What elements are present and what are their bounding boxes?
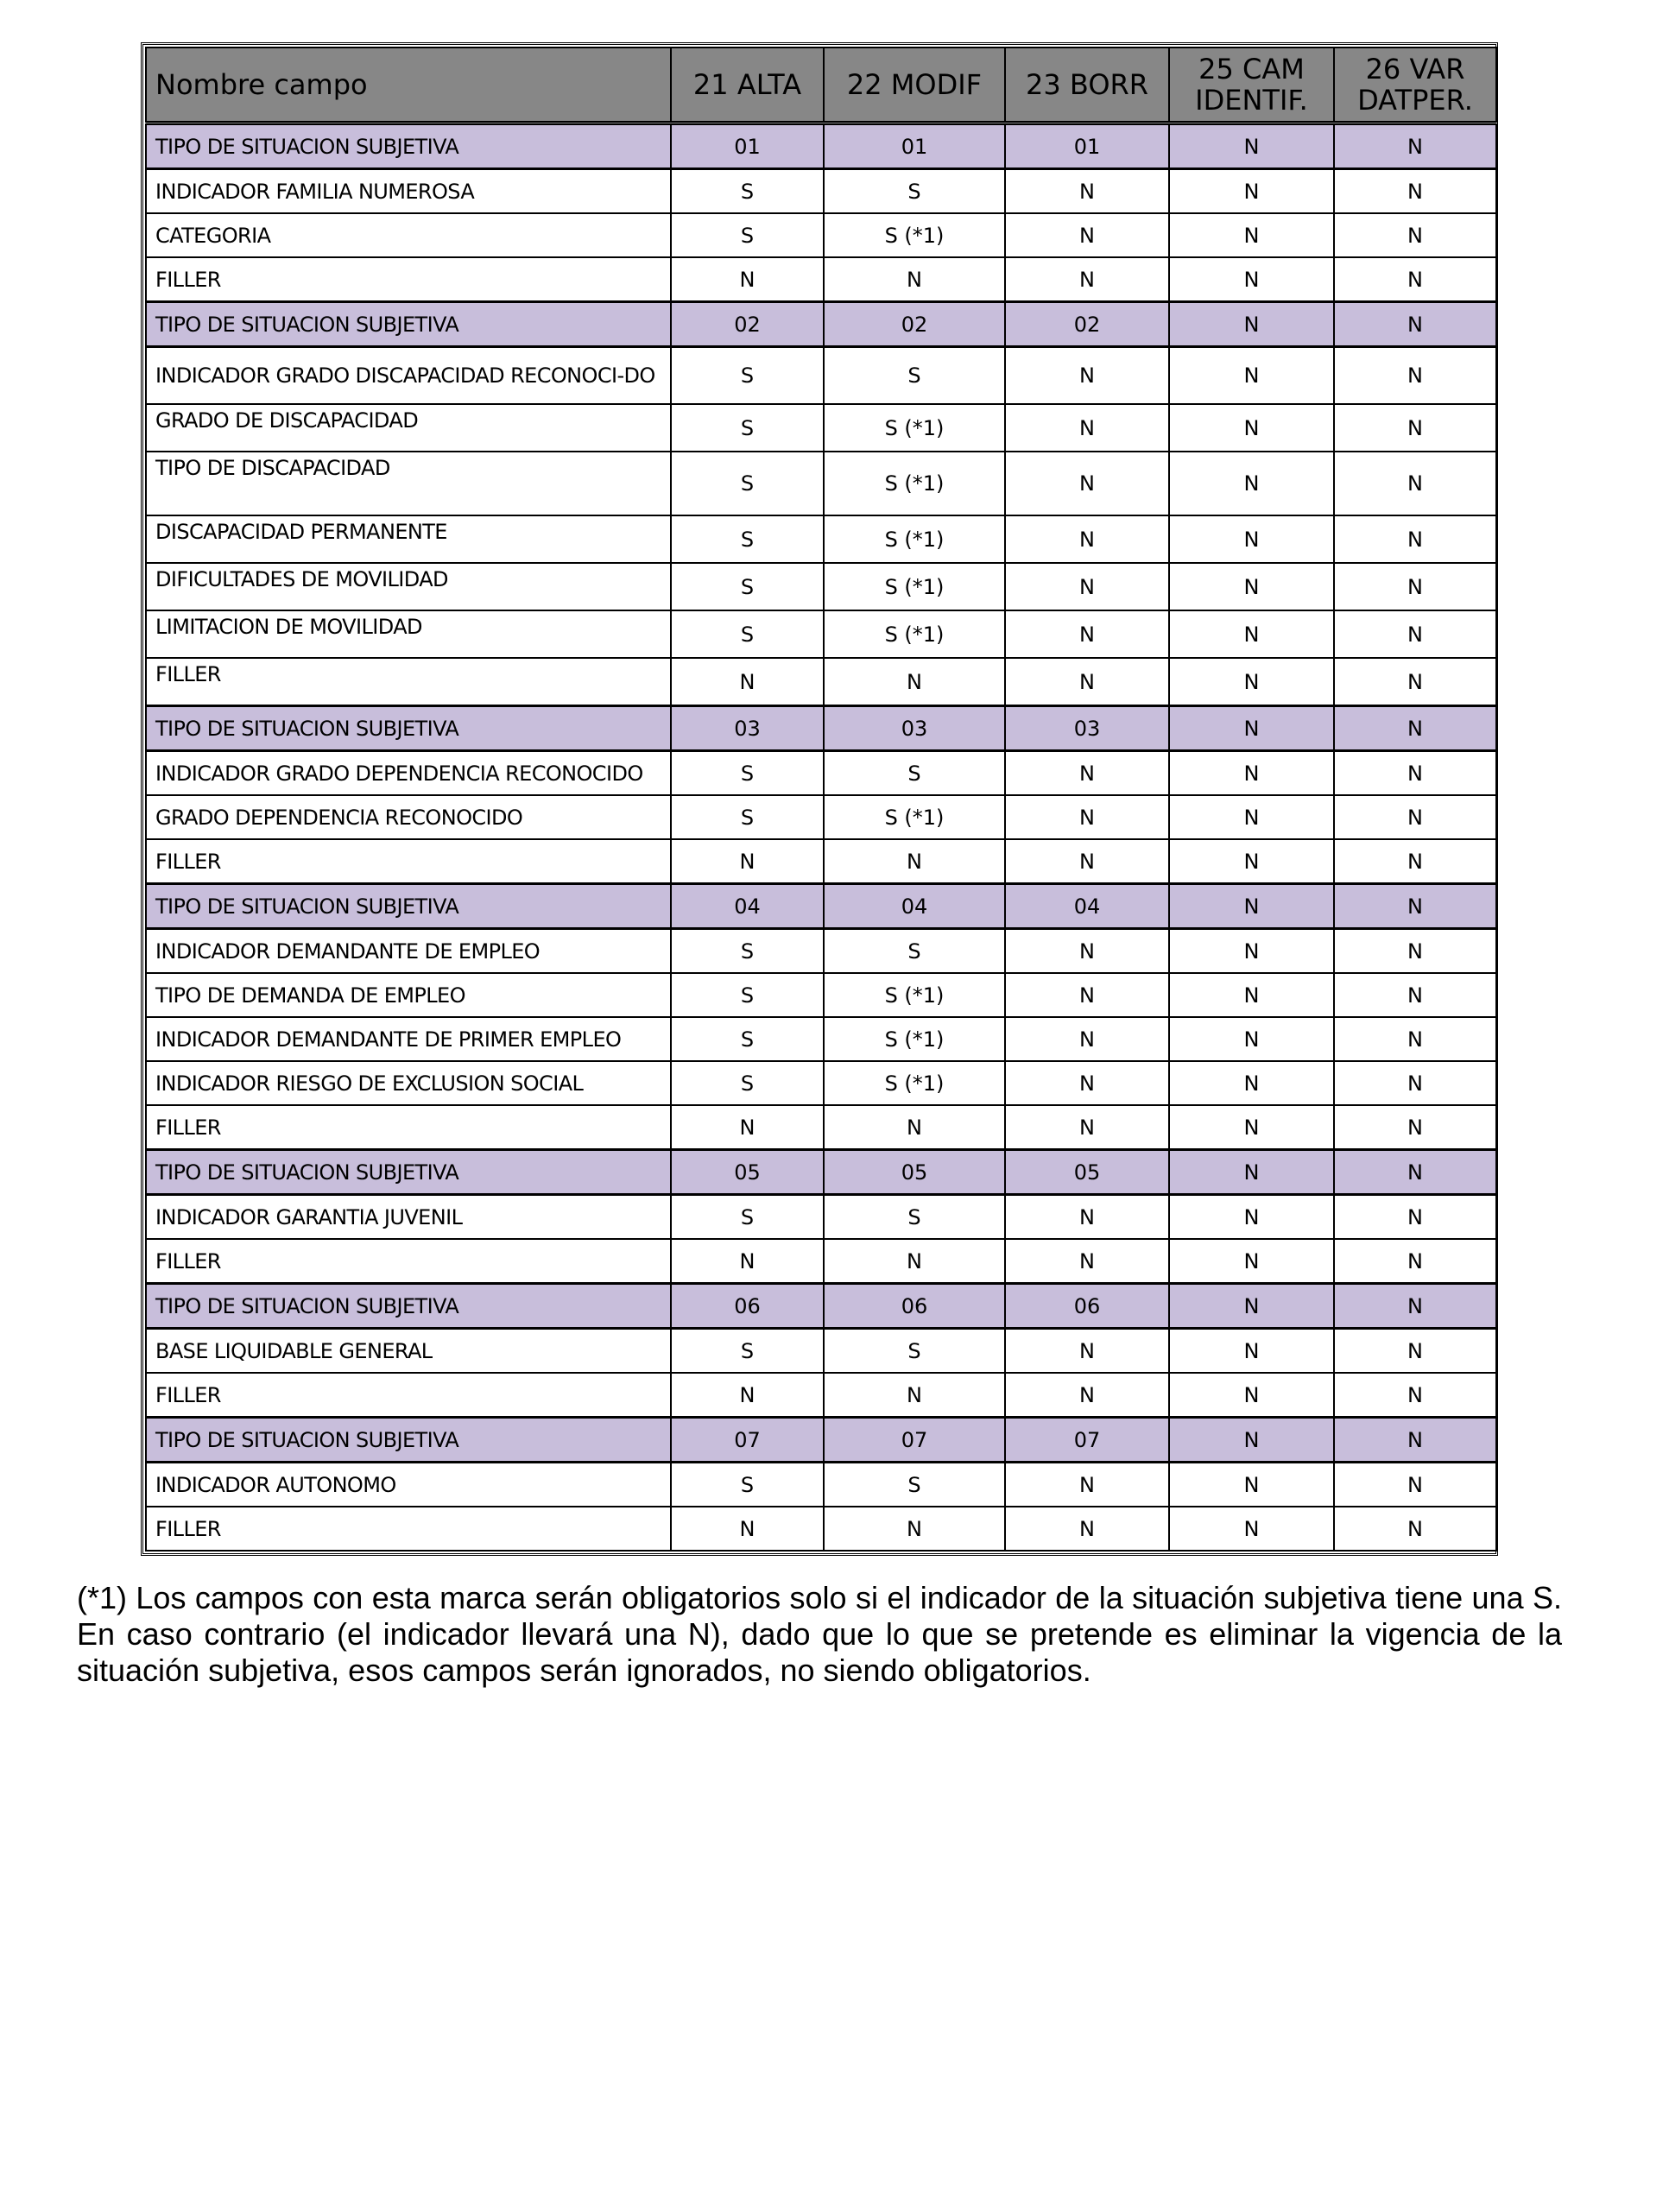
cell-borr: N bbox=[1005, 347, 1169, 405]
cell-nombre: INDICADOR FAMILIA NUMEROSA bbox=[146, 169, 671, 214]
cell-cam: N bbox=[1169, 1105, 1334, 1150]
cell-nombre: FILLER bbox=[146, 1507, 671, 1551]
cell-alta: S bbox=[671, 1195, 824, 1240]
cell-var: N bbox=[1334, 1195, 1496, 1240]
header-var-datper: 26 VAR DATPER. bbox=[1334, 47, 1496, 123]
header-modif: 22 MODIF bbox=[824, 47, 1005, 123]
situacion-subjetiva-table-frame bbox=[141, 42, 1498, 1556]
cell-alta: S bbox=[671, 1329, 824, 1374]
cell-modif: N bbox=[824, 1105, 1005, 1150]
table-row bbox=[146, 1195, 1496, 1240]
table-row bbox=[146, 1239, 1496, 1284]
cell-nombre: INDICADOR RIESGO DE EXCLUSION SOCIAL bbox=[146, 1061, 671, 1105]
cell-borr: 07 bbox=[1005, 1418, 1169, 1463]
cell-nombre: INDICADOR GRADO DEPENDENCIA RECONOCIDO bbox=[146, 751, 671, 796]
cell-modif: S (*1) bbox=[824, 610, 1005, 658]
cell-modif: S (*1) bbox=[824, 452, 1005, 515]
cell-borr: N bbox=[1005, 795, 1169, 839]
cell-alta: N bbox=[671, 1373, 824, 1418]
cell-modif: 02 bbox=[824, 302, 1005, 347]
cell-modif: S bbox=[824, 1195, 1005, 1240]
cell-borr: N bbox=[1005, 839, 1169, 884]
cell-modif: S (*1) bbox=[824, 404, 1005, 452]
cell-var: N bbox=[1334, 404, 1496, 452]
cell-var: N bbox=[1334, 1150, 1496, 1195]
cell-modif: N bbox=[824, 658, 1005, 706]
cell-borr: N bbox=[1005, 1061, 1169, 1105]
cell-nombre: CATEGORIA bbox=[146, 213, 671, 257]
cell-alta: N bbox=[671, 1105, 824, 1150]
table-row bbox=[146, 257, 1496, 302]
cell-borr: 03 bbox=[1005, 706, 1169, 751]
cell-cam: N bbox=[1169, 610, 1334, 658]
cell-cam: N bbox=[1169, 839, 1334, 884]
cell-var: N bbox=[1334, 1239, 1496, 1284]
cell-modif: 03 bbox=[824, 706, 1005, 751]
table-row bbox=[146, 1507, 1496, 1551]
cell-nombre: BASE LIQUIDABLE GENERAL bbox=[146, 1329, 671, 1374]
cell-borr: N bbox=[1005, 1329, 1169, 1374]
cell-cam: N bbox=[1169, 929, 1334, 974]
cell-nombre: INDICADOR GRADO DISCAPACIDAD RECONOCI-DO bbox=[146, 347, 671, 405]
cell-var: N bbox=[1334, 1017, 1496, 1061]
cell-cam: N bbox=[1169, 1195, 1334, 1240]
cell-var: N bbox=[1334, 123, 1496, 169]
cell-var: N bbox=[1334, 515, 1496, 563]
cell-alta: 05 bbox=[671, 1150, 824, 1195]
cell-nombre: DISCAPACIDAD PERMANENTE bbox=[146, 515, 671, 563]
cell-nombre: TIPO DE SITUACION SUBJETIVA bbox=[146, 1284, 671, 1329]
cell-modif: S bbox=[824, 347, 1005, 405]
cell-nombre: TIPO DE SITUACION SUBJETIVA bbox=[146, 1418, 671, 1463]
table-row bbox=[146, 347, 1496, 405]
cell-borr: N bbox=[1005, 1195, 1169, 1240]
cell-borr: 06 bbox=[1005, 1284, 1169, 1329]
cell-modif: S (*1) bbox=[824, 795, 1005, 839]
cell-nombre: GRADO DEPENDENCIA RECONOCIDO bbox=[146, 795, 671, 839]
cell-cam: N bbox=[1169, 973, 1334, 1017]
cell-cam: N bbox=[1169, 347, 1334, 405]
cell-borr: N bbox=[1005, 515, 1169, 563]
cell-borr: 05 bbox=[1005, 1150, 1169, 1195]
cell-cam: N bbox=[1169, 563, 1334, 610]
cell-cam: N bbox=[1169, 1418, 1334, 1463]
cell-alta: S bbox=[671, 169, 824, 214]
cell-alta: N bbox=[671, 257, 824, 302]
cell-var: N bbox=[1334, 1105, 1496, 1150]
table-row bbox=[146, 1061, 1496, 1105]
cell-nombre: FILLER bbox=[146, 658, 671, 706]
cell-var: N bbox=[1334, 213, 1496, 257]
cell-cam: N bbox=[1169, 257, 1334, 302]
cell-var: N bbox=[1334, 610, 1496, 658]
cell-borr: N bbox=[1005, 1507, 1169, 1551]
cell-nombre: FILLER bbox=[146, 1239, 671, 1284]
cell-var: N bbox=[1334, 347, 1496, 405]
cell-alta: S bbox=[671, 563, 824, 610]
table-row bbox=[146, 123, 1496, 169]
cell-alta: S bbox=[671, 452, 824, 515]
table-row bbox=[146, 1373, 1496, 1418]
table-row bbox=[146, 1284, 1496, 1329]
table-header-row bbox=[146, 47, 1496, 123]
cell-modif: N bbox=[824, 839, 1005, 884]
cell-var: N bbox=[1334, 706, 1496, 751]
cell-modif: S (*1) bbox=[824, 213, 1005, 257]
cell-borr: N bbox=[1005, 1017, 1169, 1061]
cell-borr: N bbox=[1005, 213, 1169, 257]
table-row bbox=[146, 884, 1496, 929]
cell-borr: N bbox=[1005, 1105, 1169, 1150]
cell-var: N bbox=[1334, 1373, 1496, 1418]
table-row bbox=[146, 658, 1496, 706]
cell-var: N bbox=[1334, 929, 1496, 974]
table-row bbox=[146, 515, 1496, 563]
cell-borr: N bbox=[1005, 751, 1169, 796]
cell-cam: N bbox=[1169, 1329, 1334, 1374]
cell-var: N bbox=[1334, 795, 1496, 839]
cell-borr: N bbox=[1005, 973, 1169, 1017]
table-row bbox=[146, 1463, 1496, 1507]
cell-alta: S bbox=[671, 751, 824, 796]
cell-var: N bbox=[1334, 1418, 1496, 1463]
cell-modif: S (*1) bbox=[824, 973, 1005, 1017]
table-row bbox=[146, 1418, 1496, 1463]
cell-alta: S bbox=[671, 515, 824, 563]
table-row bbox=[146, 169, 1496, 214]
cell-var: N bbox=[1334, 884, 1496, 929]
cell-var: N bbox=[1334, 1463, 1496, 1507]
table-row bbox=[146, 610, 1496, 658]
cell-alta: N bbox=[671, 1507, 824, 1551]
cell-var: N bbox=[1334, 658, 1496, 706]
cell-cam: N bbox=[1169, 515, 1334, 563]
cell-cam: N bbox=[1169, 1507, 1334, 1551]
table-row bbox=[146, 795, 1496, 839]
cell-borr: 04 bbox=[1005, 884, 1169, 929]
cell-var: N bbox=[1334, 1329, 1496, 1374]
situacion-subjetiva-table bbox=[145, 47, 1497, 1552]
cell-var: N bbox=[1334, 563, 1496, 610]
cell-nombre: TIPO DE SITUACION SUBJETIVA bbox=[146, 706, 671, 751]
cell-modif: S (*1) bbox=[824, 1061, 1005, 1105]
cell-var: N bbox=[1334, 302, 1496, 347]
cell-modif: N bbox=[824, 1373, 1005, 1418]
cell-borr: N bbox=[1005, 1463, 1169, 1507]
cell-var: N bbox=[1334, 973, 1496, 1017]
cell-var: N bbox=[1334, 257, 1496, 302]
cell-borr: N bbox=[1005, 452, 1169, 515]
cell-nombre: TIPO DE DISCAPACIDAD bbox=[146, 452, 671, 515]
cell-alta: S bbox=[671, 347, 824, 405]
header-nombre-campo: Nombre campo bbox=[146, 47, 671, 123]
cell-modif: S bbox=[824, 1329, 1005, 1374]
cell-modif: S bbox=[824, 1463, 1005, 1507]
cell-nombre: TIPO DE SITUACION SUBJETIVA bbox=[146, 884, 671, 929]
cell-borr: N bbox=[1005, 929, 1169, 974]
table-row bbox=[146, 1150, 1496, 1195]
cell-nombre: INDICADOR AUTONOMO bbox=[146, 1463, 671, 1507]
cell-var: N bbox=[1334, 751, 1496, 796]
cell-var: N bbox=[1334, 1507, 1496, 1551]
cell-nombre: INDICADOR DEMANDANTE DE EMPLEO bbox=[146, 929, 671, 974]
cell-modif: 05 bbox=[824, 1150, 1005, 1195]
cell-cam: N bbox=[1169, 404, 1334, 452]
cell-nombre: FILLER bbox=[146, 839, 671, 884]
cell-alta: N bbox=[671, 1239, 824, 1284]
cell-alta: S bbox=[671, 1017, 824, 1061]
cell-cam: N bbox=[1169, 706, 1334, 751]
cell-borr: N bbox=[1005, 610, 1169, 658]
header-borr: 23 BORR bbox=[1005, 47, 1169, 123]
cell-alta: S bbox=[671, 973, 824, 1017]
cell-cam: N bbox=[1169, 213, 1334, 257]
cell-alta: S bbox=[671, 795, 824, 839]
cell-nombre: INDICADOR GARANTIA JUVENIL bbox=[146, 1195, 671, 1240]
table-row bbox=[146, 563, 1496, 610]
table-row bbox=[146, 1105, 1496, 1150]
table-row bbox=[146, 302, 1496, 347]
cell-nombre: FILLER bbox=[146, 257, 671, 302]
cell-alta: N bbox=[671, 839, 824, 884]
cell-modif: S (*1) bbox=[824, 1017, 1005, 1061]
cell-modif: 07 bbox=[824, 1418, 1005, 1463]
cell-alta: 02 bbox=[671, 302, 824, 347]
cell-nombre: TIPO DE SITUACION SUBJETIVA bbox=[146, 302, 671, 347]
cell-cam: N bbox=[1169, 1061, 1334, 1105]
cell-modif: S (*1) bbox=[824, 515, 1005, 563]
cell-borr: N bbox=[1005, 658, 1169, 706]
cell-cam: N bbox=[1169, 1373, 1334, 1418]
cell-modif: S bbox=[824, 929, 1005, 974]
table-row bbox=[146, 706, 1496, 751]
cell-cam: N bbox=[1169, 1017, 1334, 1061]
header-cam-identif: 25 CAM IDENTIF. bbox=[1169, 47, 1334, 123]
cell-cam: N bbox=[1169, 795, 1334, 839]
table-row bbox=[146, 1017, 1496, 1061]
table-row bbox=[146, 452, 1496, 515]
table-row bbox=[146, 404, 1496, 452]
cell-cam: N bbox=[1169, 1284, 1334, 1329]
table-row bbox=[146, 213, 1496, 257]
cell-var: N bbox=[1334, 1061, 1496, 1105]
cell-alta: S bbox=[671, 1463, 824, 1507]
cell-cam: N bbox=[1169, 1463, 1334, 1507]
header-alta: 21 ALTA bbox=[671, 47, 824, 123]
cell-alta: S bbox=[671, 610, 824, 658]
cell-cam: N bbox=[1169, 1150, 1334, 1195]
cell-alta: 03 bbox=[671, 706, 824, 751]
cell-cam: N bbox=[1169, 884, 1334, 929]
cell-var: N bbox=[1334, 169, 1496, 214]
cell-alta: S bbox=[671, 1061, 824, 1105]
cell-nombre: GRADO DE DISCAPACIDAD bbox=[146, 404, 671, 452]
cell-cam: N bbox=[1169, 123, 1334, 169]
cell-alta: S bbox=[671, 404, 824, 452]
cell-borr: N bbox=[1005, 169, 1169, 214]
cell-var: N bbox=[1334, 452, 1496, 515]
cell-alta: S bbox=[671, 929, 824, 974]
cell-borr: 02 bbox=[1005, 302, 1169, 347]
cell-cam: N bbox=[1169, 452, 1334, 515]
cell-alta: 04 bbox=[671, 884, 824, 929]
cell-nombre: FILLER bbox=[146, 1373, 671, 1418]
footnote-text: (*1) Los campos con esta marca serán obligatorios solo si el indicador de la situación subjetiva tiene una S. En caso contrario (el indicador llevará una N), dado que lo que se pretende es eliminar la vigencia de la situación subjetiva, esos campos serán ignorados, no siendo obligatorios. bbox=[77, 1580, 1562, 1688]
cell-modif: 06 bbox=[824, 1284, 1005, 1329]
cell-borr: N bbox=[1005, 404, 1169, 452]
cell-var: N bbox=[1334, 1284, 1496, 1329]
cell-modif: N bbox=[824, 257, 1005, 302]
cell-borr: N bbox=[1005, 563, 1169, 610]
cell-cam: N bbox=[1169, 658, 1334, 706]
cell-nombre: DIFICULTADES DE MOVILIDAD bbox=[146, 563, 671, 610]
cell-modif: N bbox=[824, 1239, 1005, 1284]
cell-cam: N bbox=[1169, 169, 1334, 214]
table-row bbox=[146, 751, 1496, 796]
cell-borr: N bbox=[1005, 257, 1169, 302]
cell-borr: N bbox=[1005, 1239, 1169, 1284]
cell-cam: N bbox=[1169, 1239, 1334, 1284]
cell-modif: N bbox=[824, 1507, 1005, 1551]
cell-borr: N bbox=[1005, 1373, 1169, 1418]
table-row bbox=[146, 1329, 1496, 1374]
cell-cam: N bbox=[1169, 302, 1334, 347]
cell-alta: 06 bbox=[671, 1284, 824, 1329]
cell-modif: S bbox=[824, 751, 1005, 796]
cell-nombre: TIPO DE DEMANDA DE EMPLEO bbox=[146, 973, 671, 1017]
cell-borr: 01 bbox=[1005, 123, 1169, 169]
cell-modif: 04 bbox=[824, 884, 1005, 929]
cell-alta: 01 bbox=[671, 123, 824, 169]
cell-nombre: INDICADOR DEMANDANTE DE PRIMER EMPLEO bbox=[146, 1017, 671, 1061]
cell-nombre: TIPO DE SITUACION SUBJETIVA bbox=[146, 1150, 671, 1195]
cell-nombre: LIMITACION DE MOVILIDAD bbox=[146, 610, 671, 658]
cell-alta: S bbox=[671, 213, 824, 257]
cell-nombre: FILLER bbox=[146, 1105, 671, 1150]
table-row bbox=[146, 929, 1496, 974]
cell-alta: N bbox=[671, 658, 824, 706]
cell-alta: 07 bbox=[671, 1418, 824, 1463]
table-row bbox=[146, 839, 1496, 884]
table-row bbox=[146, 973, 1496, 1017]
cell-modif: S (*1) bbox=[824, 563, 1005, 610]
cell-modif: S bbox=[824, 169, 1005, 214]
cell-nombre: TIPO DE SITUACION SUBJETIVA bbox=[146, 123, 671, 169]
cell-cam: N bbox=[1169, 751, 1334, 796]
cell-var: N bbox=[1334, 839, 1496, 884]
cell-modif: 01 bbox=[824, 123, 1005, 169]
